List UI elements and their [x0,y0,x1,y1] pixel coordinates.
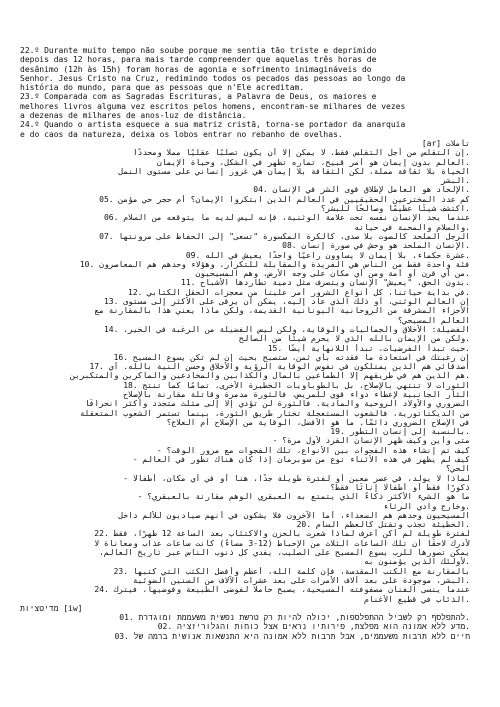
text-line-ar: .العالم بدون إيمان هو أمر قبيح، تماره تظهر في الشكل، وحياة الإيمان [156,157,470,167]
text-line-ar: .هم الذين هم في طريقهم إلا الطماعين بالمال والكذابين والمخادعين والماكرين والمتكبرين [70,371,470,381]
text-line-pt: e do caos da natureza, deixa os lobos entrar no rebanho de ovelhas. [20,129,343,139]
text-line-ar: .اكتشف شيئًا عظيمًا وصالحًا للبشر؟ [320,204,470,214]
text-line-ar: العالم المسيحي؟ [397,315,470,325]
text-line-ar: .الإلحاد هو العامل لإطلاق قوى الشر في الإنسان .04 [253,185,470,195]
text-line-ar: .البشر، موجودة على بعد ألاف الأمرات على بعد عشرات الآلاف من السنين الضوئية [132,575,470,585]
text-line-ar: .والسلام والمحبة في حياته [354,222,470,232]
text-line-ar: الثأر الجانبية لإعطاء دواء قوي للمريض، فالثورة مدمرة وقاتلة مقارنة بالإصلاح [123,389,470,399]
text-line-ar: .إن التقلس من أجل التقلس فقط، لا يمكن إلا أن يكون تصلبًا عقليًا مملًا ومحددًا [132,148,470,158]
hebrew-section-label: מדיטציות [iw] [20,603,83,613]
text-line-ar: .عشرة حكماء، بلا إيمان لا يساوون راعيًا واحدًا يعيش في الله .09 [185,250,470,260]
hebrew-section [20,613,470,641]
text-line-ar: بالمقارنة مع الكتب المقدسة، فإن كلمة الله، أعظم وأفضل الكتب التي كتبها .23 [113,566,470,576]
text-line-pt: 23.º Comparada com as Sagradas Escrituras, a Palavra de Deus, os maiores e [20,92,377,102]
text-line-ar: ما هو الشيء الأكثر ذكاءً الذي يتمتع به العبقري الوهم مقارنة بالعبقري؟ - [137,492,470,502]
text-line-ar: الرجل الملحد كالصوت بلا صدى، كالكرة المكسورة "تسعى" إلى الحفاظ على مرونتها .07 [99,231,470,241]
text-line-ar: إن العالم الوثني، أو ذلك الذي عاد إليه، يمكن أن يرقى على الأكثر إلى مستوى .13 [103,297,470,307]
text-line-ar: الحياة بلا ثقافة مملة، لكن الثقافة بلا إيمان هي غرور إنساني على مستوى النمل [118,166,470,176]
arabic-section [20,148,470,604]
text-line-ar: .بدون الحق، "يعيش" الإنسان ويتصرف مثل دمية تطاردها الأشباح .11 [181,278,470,288]
text-line-ar: .وخارج وادي الرثاء [383,501,470,511]
text-line-he: חיים ללא תרבות משעממים, אבל תרבות ללא אמונה היא התנשאות אנושית ברמה של .03 [114,631,470,641]
text-line-ar: يمكن تصورها للرب يسوع المسيح على الصليب، يفدي كل ذنوب الناس عبر تاريخ العالم، [99,548,470,558]
text-line-ar: كم عدد المخترعين الحقيقيين في العالم الذين ابتكروا الإيمان؟ أم حجر حي مؤمن .05 [99,194,470,204]
text-line-ar: أصدقائي هم الذين يمتلكون في نفوس الوقاية الرؤية والأخلاق وحسن النية بالله. أي .17 [89,362,470,372]
text-line-ar: الفضيلة: الأخلاق والجماليات والوقاية، ولكن ليس الفضيلة من الرغبة في الخير، .14 [103,324,470,334]
text-line-ar: لفترة طويلة لم أكن أعرف لماذا شعرت بالحزن والاكتئاب بعد الساعة 12 ظهرًا، فقط .22 [94,529,470,539]
text-line-ar: .لأولئك الذين يؤمنون به [364,557,470,567]
text-line-ar: متى وأين وكيف ظهر الإنسان القرد لأول مرة؟ - [272,436,470,446]
text-line-ar: .في بداية حياتنا، كل أنواع الشرور أمر علينا من معجزات الحقل الكتابي .12 [128,287,470,297]
text-line-ar: إن رغبتك في استعادة ما فقدته بأي ثمن، ستصبح بحيث إن لم تكن يسوع المسيح .16 [113,352,470,362]
text-line-ar: كيف تم إنشاء هذه الفجوات بين الأنواع، تلك الفجوات مع مرور الوقت؟ - [156,445,470,455]
text-line-pt: 22.º Durante muito tempo não soube porque me sentia tão triste e deprimido [20,46,377,55]
text-line-he: .להתפלסף רק לשביל ההתפלספות, יכולה להיות רק טרשת נפשית משעממת ומוגדרת .01 [119,613,470,623]
text-line-ar: .ولكن من الإيمان بالله الذي لا يحرم شيئًا من الصالح [238,334,470,344]
text-line-he: .מדע ללא אמונה הוא מפלצת, פירותיו נראים אצל כוחות והגלוריזציה .02 [157,622,470,632]
text-line-ar: الثورات لا تنتهي بالإصلاح، بل بالطوباويات الخطيرة الأخرى، تمامًا كما تنتج .18 [123,380,470,390]
text-line-ar: ذكورًا فقط أو أطفالًا إناثًا فقط؟ [330,482,470,492]
text-line-ar: .الإنسان الملحد هو وحش في صورة إنسان .08 [282,241,470,251]
text-line-ar: .بالنسبة إلى إنسان التطور .19 [330,427,470,437]
text-line-ar: .الخطيئة تجذب وتقتل كالعظم السام .20 [296,520,470,530]
text-line-pt: Senhor. Jesus Cristo na Cruz, redimindo todos os pecados das pessoas ao longo da [20,73,406,83]
text-line-pt: depois das 12 horas, para mais tarde compreender que aquelas três horas de [20,55,377,65]
text-line-ar: الضروري والأولاد الروحية والمادية. فالثورة لن تؤدي إلا إلى مثلث متجدد وأكثر انحرافًا [84,399,470,409]
text-line-ar: .الذئاب في قطيع الأغنام [364,594,470,604]
text-line-ar: عندما يجد الإنسان نفسه تحت علامة الوثنية، فإنه ليس لديه ما يتوقعه من السلام .06 [103,213,470,223]
text-line-ar: كيف لم يظهر في هذه الأثناء نوع من سوبرمان إذا كان هناك تطور في العالم - [132,455,470,465]
text-line-ar: عندما ينسى الفنان مصفوفته المسيحية، يصبح حاملًا لفوضى الطبيعة وفوضيها، فيترك .24 [94,585,470,595]
text-line-pt: melhores livros alguma vez escritos pelos homens, encontram-se milhares de vezes [20,101,406,111]
arabic-section-label: تأملات [ar] [421,138,470,148]
text-line-ar: المسيحيون وحدهم هم السعداء، أما الآخرون فلا يشكون في أنهم صياديون للألم داخل [118,510,470,520]
text-line-ar: فئة واحدة فقط من الناس هي الفريدة والمقابلة للتكرار، وهؤلاء وحدهم هم المعاصرون .10 [79,259,470,269]
text-line-ar: الأجزاء المشرقة من الروحانية اليونانية القديمة، ولكن ماذا يعني هذا بالمقارنة مع [94,306,470,316]
text-line-pt: a dezenas de milhares de anos-luz de distância. [20,111,247,121]
text-line-ar: في الإصلاح الضروري دائمًا. ما هو الأفضل، الوقاية من الإصلاح أم العلاج؟ [166,417,470,427]
text-line-ar: .حيث تبدأ الفرضيات، تبدأ اللانهاية أيضًا .15 [267,343,470,353]
text-line-ar: لماذا لا يولد، في عصر معين أو لفترة طويلة جدًا، هنا أو في أي مكان، أطفالًا - [123,473,470,483]
text-line-pt: desânimo (12h às 15h) foram horas de agonia e sofrimento inimagináveis do [20,64,372,74]
text-line-ar: .البشر [441,176,470,186]
text-line-ar: الحي؟ [445,464,470,474]
text-line-ar: .من أي قرن أو أمة ومن أي مكان على وجه الأرض، وهم المسيحيون [195,269,470,279]
text-line-ar: من الديكتاتورية، فالشعوب المستعجلة تختار طريق الثورة، بينما تستمر الشعوب المتعقلة [79,408,470,418]
text-line-pt: 24.º Quando o artista esquece a sua matriz cristã, torna-se portador da anarquia [20,120,406,130]
text-line-pt: história do mundo, para que as pessoas que n'Ele acreditam. [20,83,305,93]
portuguese-section [20,46,470,139]
text-line-ar: لأدرك لاحقًا أن تلك الساعات الثلاث من الإحباط (12-3 مساءً) كانت ساعات عذاب ومعاناة لا [94,538,470,548]
